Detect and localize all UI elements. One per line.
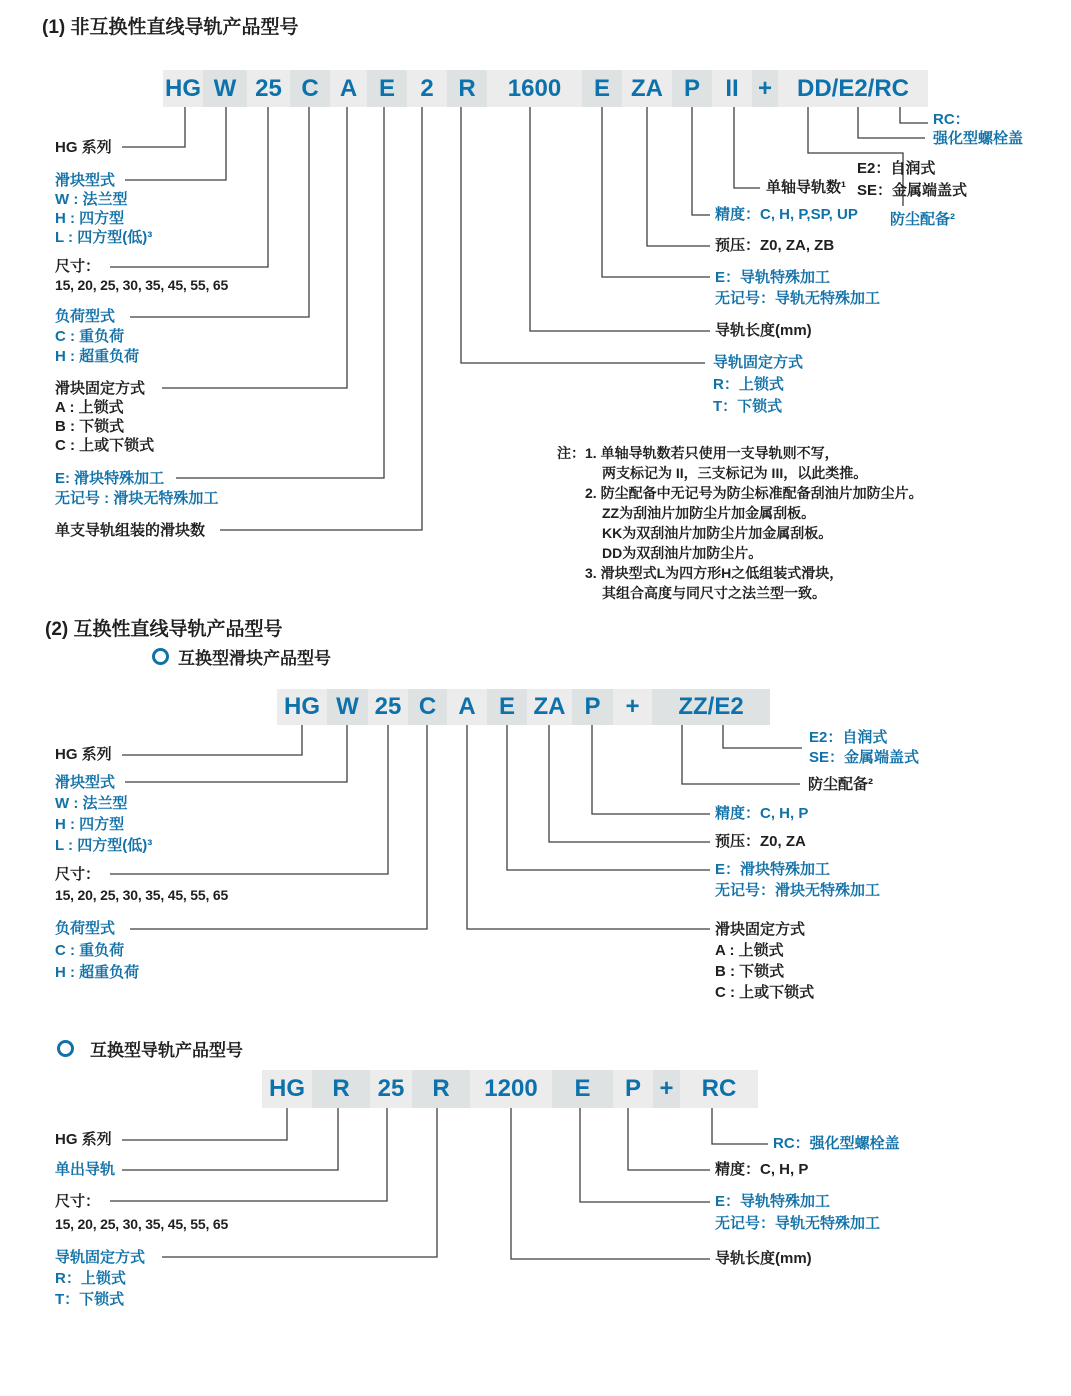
code-segment: 1600	[487, 70, 582, 107]
code-segment: HG	[277, 689, 327, 725]
code-segment: +	[653, 1070, 680, 1108]
code-segment: P	[613, 1070, 653, 1108]
code-segment: E	[367, 70, 407, 107]
label-precision: 精度：C, H, P	[715, 1161, 809, 1178]
footnote-line: 两支标记为 II，三支标记为 III，以此类推。	[602, 465, 868, 481]
section2-block-subtitle: 互换型滑块产品型号	[178, 649, 331, 668]
label-blocks-per-rail: 单支导轨组装的滑块数	[55, 522, 206, 539]
code-segment: II	[712, 70, 752, 107]
label-hg-series: HG 系列	[55, 746, 112, 763]
code-segment: RC	[680, 1070, 758, 1108]
code-segment: ZZ/E2	[652, 689, 770, 725]
label-dust-protection: 防尘配备²	[808, 776, 873, 793]
label-block-type: 滑块型式 W : 法兰型 H : 四方型 L : 四方型(低)³	[55, 172, 153, 246]
bullet-circle-icon	[57, 1040, 74, 1057]
code-segment: 25	[370, 1070, 412, 1108]
label-preload: 预压：Z0, ZA, ZB	[715, 237, 835, 254]
code-segment: E	[552, 1070, 613, 1108]
code-segment: 2	[407, 70, 447, 107]
code-segment: DD/E2/RC	[778, 70, 928, 107]
code-segment: A	[330, 70, 367, 107]
code-segment: E	[487, 689, 527, 725]
label-size: 尺寸： 15, 20, 25, 30, 35, 45, 55, 65	[55, 866, 229, 903]
footnote-line: 3. 滑块型式L为四方形H之低组装式滑块，	[585, 565, 844, 581]
code-segment: R	[447, 70, 487, 107]
code-segment: HG	[163, 70, 203, 107]
code-segment: P	[572, 689, 613, 725]
label-preload: 预压：Z0, ZA	[715, 833, 806, 850]
section1-title: (1) 非互换性直线导轨产品型号	[42, 17, 299, 38]
model-code-bar-noninterchangeable	[163, 70, 928, 107]
bullet-circle-icon	[152, 648, 169, 665]
label-rails-per-axis: 单轴导轨数¹	[766, 179, 846, 196]
label-load-type: 负荷型式 C : 重负荷 H : 超重负荷	[55, 308, 140, 365]
label-precision: 精度：C, H, P,SP, UP	[715, 206, 858, 223]
label-rc: RC： 强化型螺栓盖	[933, 111, 1024, 147]
code-segment: 25	[247, 70, 290, 107]
code-segment: ZA	[527, 689, 572, 725]
code-segment: C	[290, 70, 330, 107]
code-segment: E	[582, 70, 622, 107]
label-rc: RC：强化型螺栓盖	[773, 1135, 900, 1152]
label-block-fixing: 滑块固定方式 A : 上锁式 B : 下锁式 C : 上或下锁式	[55, 380, 155, 454]
code-segment: A	[447, 689, 487, 725]
label-size: 尺寸： 15, 20, 25, 30, 35, 45, 55, 65	[55, 1193, 229, 1232]
code-segment: +	[613, 689, 652, 725]
code-segment: R	[412, 1070, 470, 1108]
label-rail-length: 导轨长度(mm)	[715, 1250, 812, 1267]
label-rail-special: E：导轨特殊加工 无记号：导轨无特殊加工	[715, 1193, 881, 1232]
code-segment: ZA	[622, 70, 672, 107]
section2-title: (2) 互换性直线导轨产品型号	[45, 619, 283, 640]
label-block-fixing: 滑块固定方式 A : 上锁式 B : 下锁式 C : 上或下锁式	[715, 921, 815, 1001]
label-rail-special: E：导轨特殊加工 无记号：导轨无特殊加工	[715, 269, 881, 307]
label-rail-length: 导轨长度(mm)	[715, 322, 812, 339]
label-hg-series: HG 系列	[55, 139, 112, 156]
footnote-line: 注：1. 单轴导轨数若只使用一支导轨则不写，	[557, 445, 839, 461]
footnote-line: 其组合高度与同尺寸之法兰型一致。	[602, 585, 826, 601]
footnotes	[557, 443, 923, 603]
footnote-line: 2. 防尘配备中无记号为防尘标准配备刮油片加防尘片。	[585, 485, 923, 501]
label-block-special: E: 滑块特殊加工 无记号 : 滑块无特殊加工	[55, 470, 219, 507]
code-segment: 25	[368, 689, 408, 725]
footnote-line: DD为双刮油片加防尘片。	[602, 545, 763, 561]
label-size: 尺寸： 15, 20, 25, 30, 35, 45, 55, 65	[55, 258, 229, 293]
footnote-line: KK为双刮油片加防尘片加金属刮板。	[602, 525, 833, 541]
code-segment: R	[312, 1070, 370, 1108]
code-segment: 1200	[470, 1070, 552, 1108]
footnote-line: ZZ为刮油片加防尘片加金属刮板。	[602, 505, 816, 521]
label-dust-protection: 防尘配备²	[890, 211, 955, 228]
code-segment: W	[327, 689, 368, 725]
model-code-bar-interchangeable-block	[277, 689, 770, 725]
code-segment: +	[752, 70, 778, 107]
label-e2-se: E2：自润式 SE：金属端盖式	[809, 729, 920, 766]
label-precision: 精度：C, H, P	[715, 805, 809, 822]
label-hg-series: HG 系列	[55, 1131, 112, 1148]
label-block-type: 滑块型式 W : 法兰型 H : 四方型 L : 四方型(低)³	[55, 774, 153, 854]
label-rail-fixing: 导轨固定方式 R：上锁式 T：下锁式	[713, 354, 804, 415]
code-segment: W	[203, 70, 247, 107]
section2-rail-subtitle: 互换型导轨产品型号	[90, 1041, 243, 1060]
code-segment: HG	[262, 1070, 312, 1108]
label-e2-se: E2：自润式 SE：金属端盖式	[857, 160, 968, 199]
code-segment: P	[672, 70, 712, 107]
label-block-special: E：滑块特殊加工 无记号：滑块无特殊加工	[715, 861, 881, 899]
model-code-bar-interchangeable-rail	[262, 1070, 758, 1108]
label-load-type: 负荷型式 C : 重负荷 H : 超重负荷	[55, 920, 140, 981]
label-single-rail: 单出导轨	[55, 1161, 116, 1178]
code-segment: C	[408, 689, 447, 725]
label-rail-fixing: 导轨固定方式 R：上锁式 T：下锁式	[55, 1249, 146, 1308]
